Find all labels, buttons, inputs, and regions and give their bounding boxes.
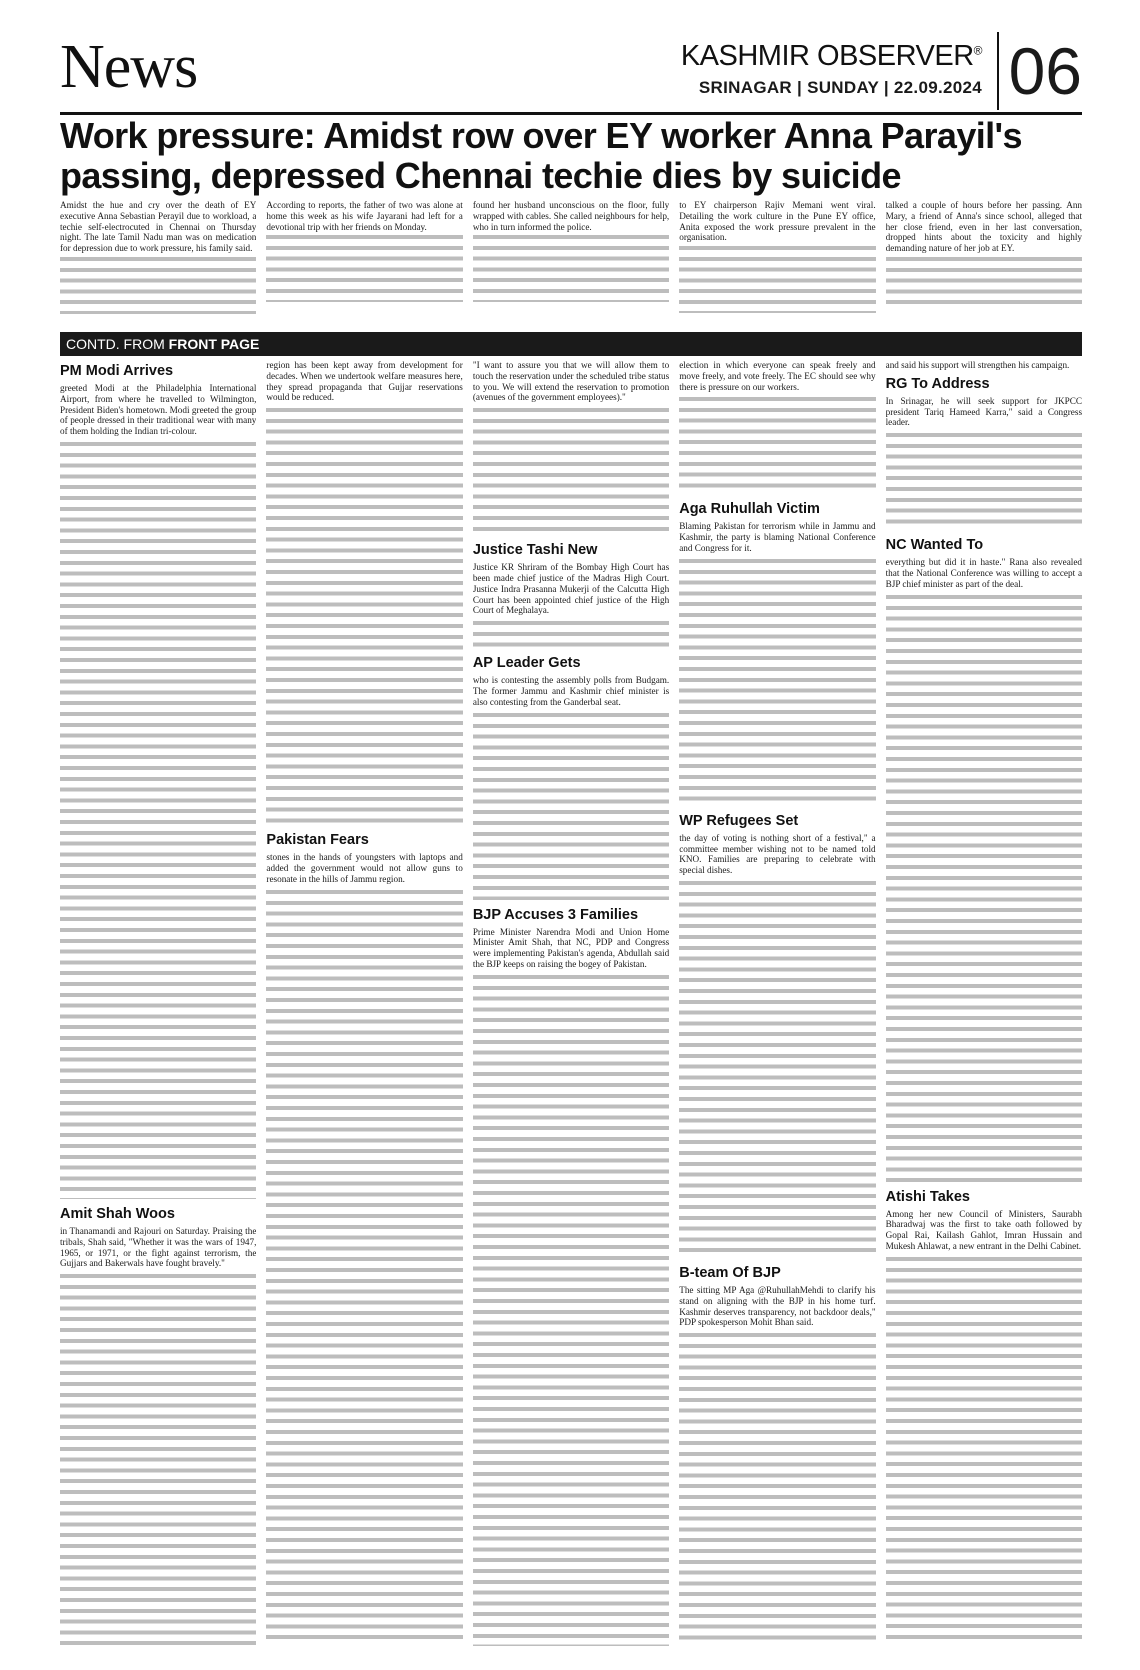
lead-column — [60, 200, 256, 328]
story-text: in Thanamandi and Rajouri on Saturday. Praising the tribals, Shah said, "Whether it was the wars of 1947, 1965, or 1971, or the fight against terrorism, the Gujjars and Bakerwals have fought bravely." — [60, 1225, 257, 1269]
section-title: News — [60, 33, 198, 101]
story-text: everything but did it in haste." Rana also revealed that the National Conference was willing to accept a BJP chief minister as part of the deal. — [885, 557, 1083, 589]
text-lines — [60, 1271, 256, 1646]
text-lines — [679, 556, 875, 806]
text-lines — [886, 1254, 1082, 1646]
story-text: Justice KR Shriram of the Bombay High Court has been made chief justice of the Madras High Court. Justice Indra Prasanna Mukerji of the Calcutta High Court has been appointed chief justice of the High Court of Meghalaya. — [472, 562, 670, 616]
text-lines — [266, 887, 462, 1646]
story-headline: PM Modi Arrives — [60, 363, 174, 379]
story-headline: BJP Accuses 3 Families — [472, 906, 639, 923]
story-text: "I want to assure you that we will allow them to touch the reservation under the scheduled tribe status to you. We will extend the reservation to promotion (avenues of the government employees)." — [472, 360, 670, 403]
story-headline: WP Refugees Set — [679, 812, 799, 829]
text-lines — [60, 439, 256, 1199]
column-1 — [60, 360, 256, 1650]
story-text: who is contesting the assembly polls from Budgam. The former Jammu and Kashmir chief minister is also contesting from the Ganderbal seat. — [472, 675, 670, 707]
story-text: In Srinagar, he will seek support for JKPCC president Tariq Hameed Karra," said a Congress leader. — [885, 395, 1083, 428]
story-headline: RG To Address — [885, 375, 990, 392]
lead-paragraph: talked a couple of hours before her passing. Ann Mary, a friend of Anna's since school, alleged that her close friend, even in her last conversation, dropped hints about the toxicity and highly demanding nature of her job at EY. — [885, 200, 1083, 254]
story-headline: Atishi Takes — [885, 1188, 970, 1205]
story-text: election in which everyone can speak freely and move freely, and vote freely. The EC should see why there is pressure on our workers. — [679, 360, 876, 392]
text-lines — [473, 710, 669, 900]
story-headline: NC Wanted To — [885, 537, 984, 554]
column-5 — [886, 360, 1082, 1650]
text-lines — [886, 254, 1082, 304]
text-lines — [679, 878, 875, 1258]
text-lines — [473, 972, 669, 1646]
lead-headline: Work pressure: Amidst row over EY worker Anna Parayil's passing, depressed Chennai techie dies by suicide — [60, 115, 1022, 196]
column-4 — [679, 360, 875, 1650]
masthead — [60, 33, 1082, 108]
lead-column — [266, 200, 462, 328]
story-headline: Aga Ruhullah Victim — [679, 501, 820, 518]
story-text: Among her new Council of Ministers, Saurabh Bharadwaj was the first to take oath followed by Gopal Rai, Kailash Gahlot, Imran Hussain and Mukesh Ahlawat, a new entrant in the Delhi Cabinet. — [885, 1208, 1083, 1251]
text-lines — [679, 1330, 875, 1646]
story-text: greeted Modi at the Philadelphia International Airport, from where he travelled to Wilmington, President Biden's hometown. Modi greeted the group of people dressed in their traditional wear with many of them holding the Indian tri-colour. — [60, 383, 257, 437]
text-lines — [679, 243, 875, 313]
lead-column — [886, 200, 1082, 328]
newspaper-name: KASHMIR OBSERVER® — [680, 40, 982, 72]
lead-paragraph: According to reports, the father of two was alone at home this week as his wife Jayarani had left for a devotional trip with her friends on Monday. — [266, 200, 463, 232]
registered-mark: ® — [973, 43, 982, 58]
text-lines — [473, 618, 669, 648]
lead-paragraph: found her husband unconscious on the floor, fully wrapped with cables. She called neighbours for help, who in turn informed the police. — [472, 200, 670, 232]
lead-story — [60, 200, 1082, 328]
continued-banner: CONTD. FROM FRONT PAGE — [60, 332, 1082, 356]
text-lines — [473, 232, 669, 302]
text-lines — [473, 405, 669, 535]
story-text: the day of voting is nothing short of a festival," a committee member wishing not to be named told KNO. Families are preparing to celebrate with special dishes. — [679, 832, 876, 876]
lead-column — [679, 200, 875, 328]
story-headline: B-team Of BJP — [679, 1264, 781, 1281]
text-lines — [266, 405, 462, 825]
text-lines — [679, 394, 875, 494]
lead-paragraph: Amidst the hue and cry over the death of EY executive Anna Sebastian Perayil due to workload, a techie self-electrocuted in Chennai on Thursday night. The late Tamil Nadu man was on medication for depression due to work pressure, his family said. — [60, 200, 257, 254]
page-number: 06 — [997, 32, 1082, 110]
text-lines — [266, 232, 462, 302]
continued-columns — [60, 360, 1082, 1650]
dateline: SRINAGAR | SUNDAY | 22.09.2024 — [698, 78, 982, 97]
lead-paragraph: to EY chairperson Rajiv Memani went viral. Detailing the work culture in the Pune EY office, Anita exposed the work pressure prevalent in the organisation. — [679, 200, 876, 243]
story-text: stones in the hands of youngsters with laptops and added the government would not allow guns to resonate in the hills of Jammu region. — [266, 852, 463, 884]
story-headline: AP Leader Gets — [472, 655, 581, 672]
text-lines — [886, 430, 1082, 530]
story-text: region has been kept away from development for decades. When we undertook welfare measures here, they spread propaganda that Gujjar reservations would be reduced. — [266, 360, 463, 403]
story-headline: Pakistan Fears — [266, 832, 369, 849]
text-lines — [886, 592, 1082, 1182]
column-2 — [266, 360, 462, 1650]
story-text: and said his support will strengthen his campaign. — [885, 360, 1070, 370]
story-headline: Amit Shah Woos — [60, 1205, 175, 1222]
story-text: Prime Minister Narendra Modi and Union Home Minister Amit Shah, that NC, PDP and Congress were implementing Pakistan's agenda, Abdullah said the BJP keeps on raising the bogey of Pakistan. — [472, 926, 670, 969]
text-lines — [60, 254, 256, 314]
column-3 — [473, 360, 669, 1650]
story-text: Blaming Pakistan for terrorism while in Jammu and Kashmir, the party is blaming National Conference and Congress for it. — [679, 521, 876, 553]
lead-column — [473, 200, 669, 328]
story-text: The sitting MP Aga @RuhullahMehdi to clarify his stand on aligning with the BJP in his home turf. Kashmir deserves transparency, not backdoor deals," PDP spokesperson Mohit Bhan said. — [679, 1284, 876, 1328]
story-headline: Justice Tashi New — [472, 542, 598, 559]
